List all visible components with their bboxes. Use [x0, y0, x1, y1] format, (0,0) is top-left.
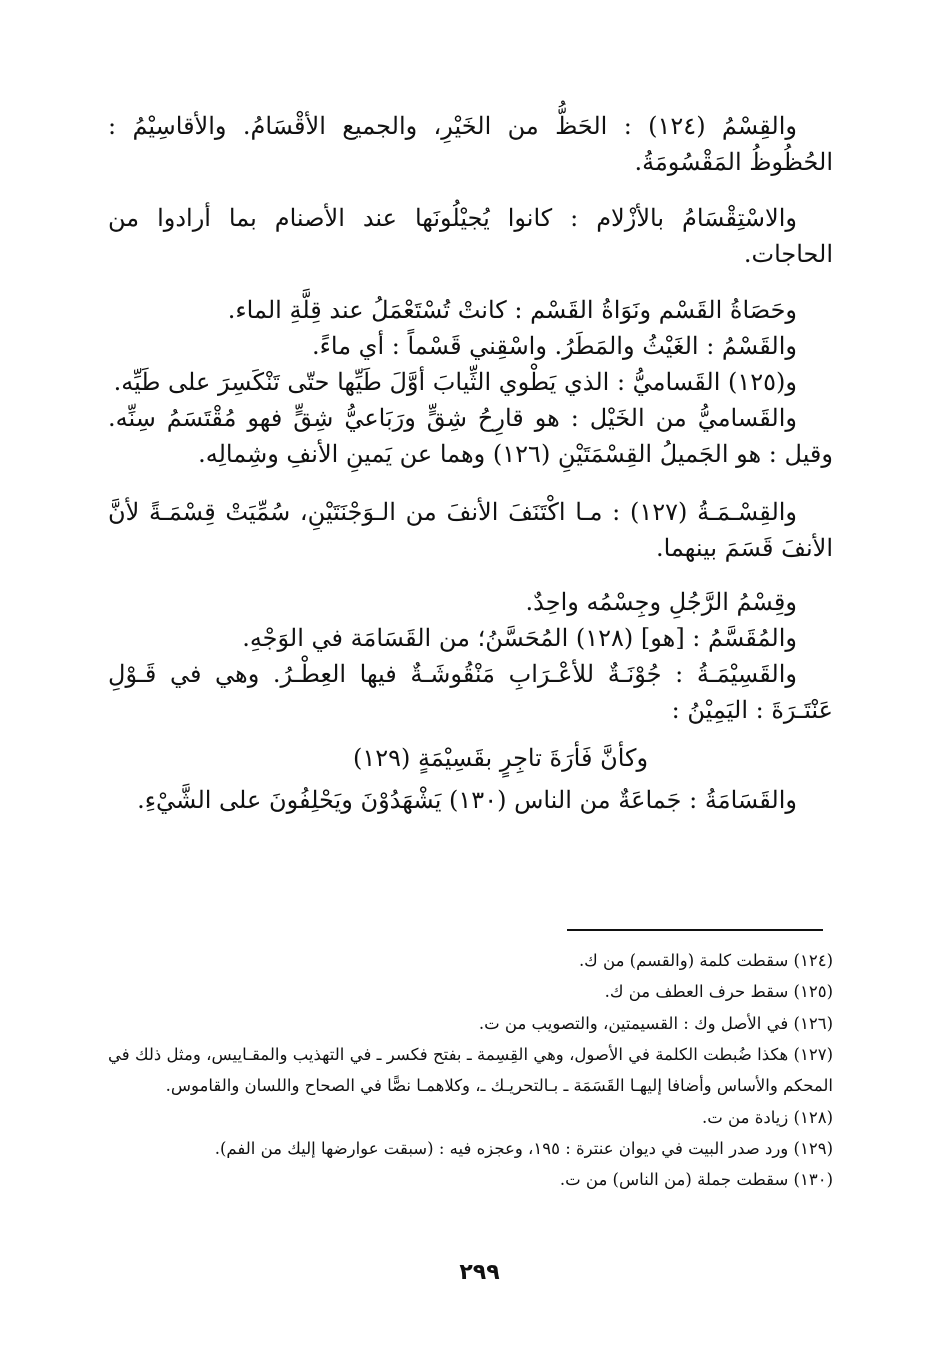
footnote-126: (١٢٦) في الأصل وك : القسيمتين، والتصويب من ت.: [478, 1013, 833, 1033]
poem-verse: وكأنَّ فَأرَةَ تاجِرٍ بقَسِيْمَةٍ (١٢٩): [352, 744, 649, 772]
main-text: [108, 108, 833, 818]
entry-qism: والقِسْمُ (١٢٤) : الحَظُّ من الخَيْرِ، والجميع الأقْسَامُ. والأقاسِيْمُ : الحُظُوظُ المَقْسُومَةُ.: [108, 112, 833, 176]
entry-hasat-al-qasm: وحَصَاةُ القَسْم ونَوَاةُ القَسْم : كانتْ تُسْتَعْمَلُ عند قِلَّةِ الماء.: [227, 296, 797, 324]
entry-qasamah: والقَسَامَةُ : جَماعَةٌ من الناس (١٣٠) يَشْهَدُوْنَ ويَحْلِفُونَ على الشَّيْءِ.: [137, 786, 797, 814]
footnote-130: (١٣٠) سقطت جملة (من الناس) من ت.: [559, 1170, 833, 1190]
footnote-125: (١٢٥) سقط حرف العطف من ك.: [604, 982, 833, 1002]
footnotes: [108, 945, 833, 1196]
entry-qism-al-rajul: وقِسْمُ الرَّجُلِ وجِسْمُه واحِدٌ.: [525, 588, 797, 616]
footnote-128: (١٢٨) زيادة من ت.: [702, 1107, 833, 1127]
entry-qasami-horse: والقَساميُّ من الخَيْل : هو قارِحُ شِقٍّ ورَبَاعيُّ شِقٍّ فهو مُقْتَسَمُ سِنِّه. وقيل : هو الجَميلُ القِسْمَتَيْنِ (١٢٦) وهما عن يَمينِ الأنفِ وشِمالِه.: [108, 404, 833, 468]
footnote-129: (١٢٩) ورد صدر البيت في ديوان عنترة : ١٩٥، وعجزه فيه : (سبقت عوارضها إليك من الفم).: [214, 1139, 833, 1159]
footnote-127: (١٢٧) هكذا ضُبطت الكلمة في الأصول، وهي القِسِمة ـ بفتح فكسر ـ في التهذيب والمقـاييس، ومثل ذلك في المحكم والأساس وأضافا إليهـا القَسَمَة ـ بـالتحريـك ـ، وكلاهمـا نصًّا في الصحاح واللسان والقاموس.: [108, 1045, 833, 1096]
entry-qasimah: والقَسِيْمَـةُ : جُوْنَـةٌ للأعْـرَابِ مَنْقُوشَـةٌ فيها العِطْـرُ. وهي في قَـوْلِ عَنْتَـرَةَ : اليَمِيْنُ :: [108, 660, 833, 724]
footnote-separator: [567, 929, 823, 931]
footnote-124: (١٢٤) سقطت كلمة (والقسم) من ك.: [578, 951, 833, 970]
entry-qismah: والقِسْـمَـةُ (١٢٧) : مـا اكْتَنَفَ الأنفَ من الـوَجْنَتَيْنِ، سُمِّيَتْ قِسْمَـةً لأنَّ الأنفَ قَسَمَ بينهما.: [108, 498, 833, 562]
entry-qasm-rain: والقَسْمُ : الغَيْثُ والمَطَرُ. واسْقِني قَسْماً : أي ماءً.: [311, 332, 797, 360]
entry-istiqsam: والاسْتِقْسَامُ بالأزْلام : كانوا يُجيْلُونَها عند الأصنام بما أرادوا من الحاجات.: [108, 204, 833, 268]
entry-muqassam: والمُقَسَّمُ : [هو] (١٢٨) المُحَسَّنُ؛ من القَسَامَة في الوَجْهِ.: [242, 624, 797, 652]
page-number: ٢٩٩: [459, 1260, 500, 1285]
entry-qasami: و(١٢٥) القَساميُّ : الذي يَطْوي الثِّيابَ أوَّلَ طَيِّها حتّى تَنْكَسِرَ على طَيِّه.: [113, 368, 797, 396]
